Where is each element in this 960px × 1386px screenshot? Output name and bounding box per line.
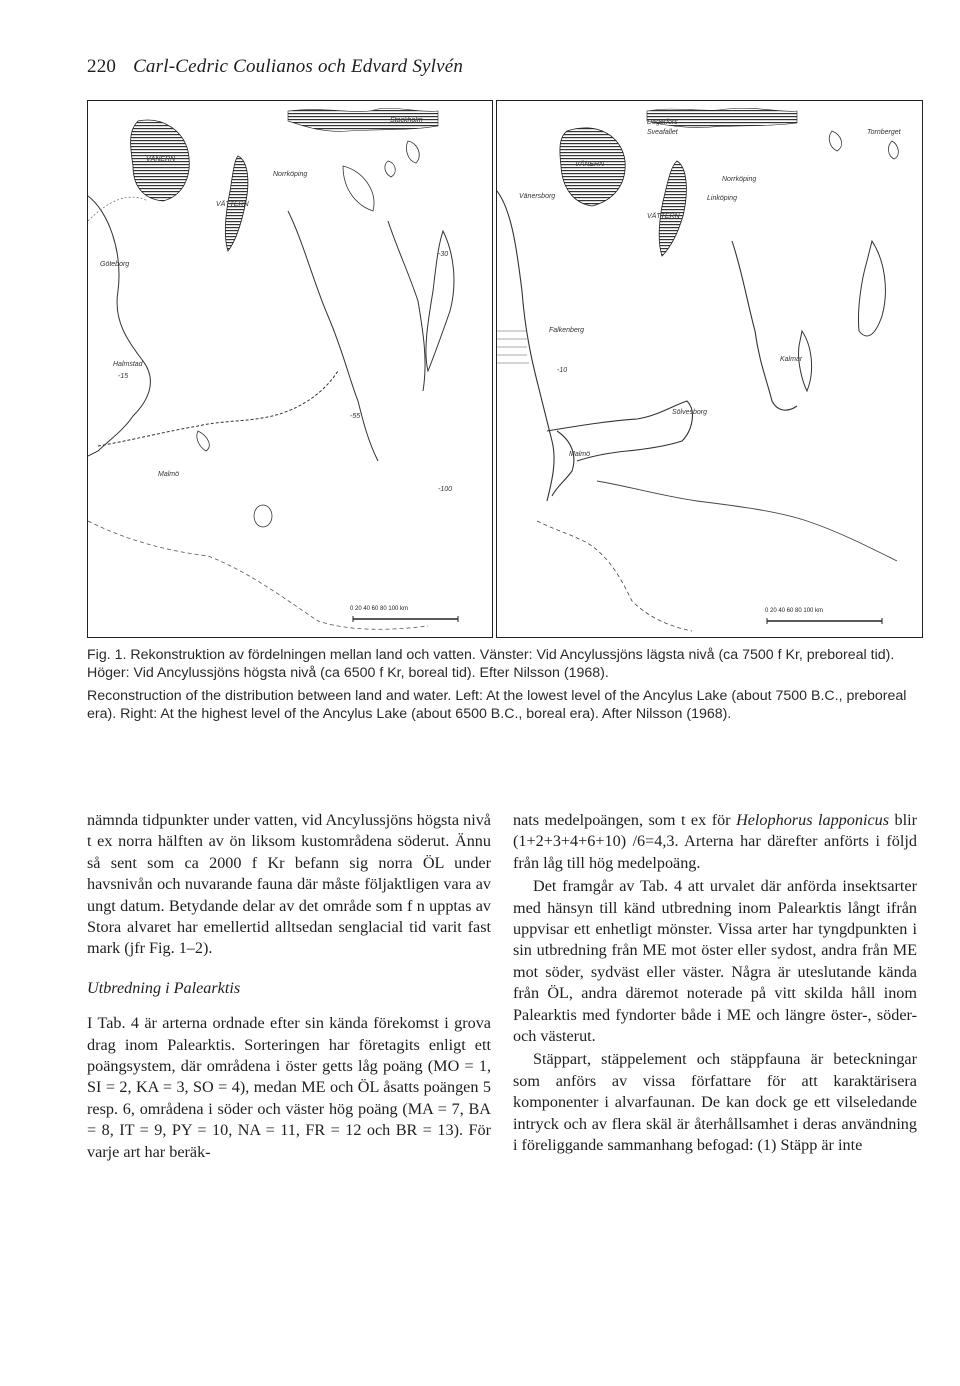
map-label-malmo: Malmö [569, 451, 591, 458]
map-label-depth-100: -100 [438, 486, 453, 493]
map-label-malmo: Malmö [158, 471, 180, 478]
map-label-depth-55: -55 [350, 413, 361, 420]
body-column-right [513, 810, 917, 1157]
running-header-authors: Carl-Cedric Coulianos och Edvard Sylvén [133, 56, 464, 77]
map-label-degerfors: Degerfors [647, 119, 678, 126]
paragraph: I Tab. 4 är arterna ordnade efter sin kända förekomst i grova drag inom Palearktis. Sorteringen har företagits enligt ett poängsystem, där områdena i öster getts låg poäng (MO = 1, SI = 2, KA = 3, SO = 4), medan ME och ÖL åsatts poängen 5 resp. 6, områdena i söder och väster hög poäng (MA = 7, BA = 8, IT = 9, PY = 10, NA = 11, FR = 12 och BR = 13). För varje art har beräk- [87, 1014, 491, 1161]
figure-caption-swedish: Fig. 1. Rekonstruktion av fördelningen mellan land och vatten. Vänster: Vid Ancylussjöns lägsta nivå (ca 7500 f Kr, preboreal tid). Höger: Vid Ancylussjöns högsta nivå (ca 6500 f Kr, boreal tid). Efter Nilsson (1968). [87, 647, 895, 681]
map-label-vanern: VÄNERN [575, 161, 605, 168]
map-label-sveafallet: Sveafallet [647, 129, 678, 136]
paragraph-text: nats medelpoängen, som t ex för [513, 811, 737, 829]
map-label-solvesborg: Sölvesborg [672, 409, 708, 416]
paragraph: Stäppart, stäppelement och stäppfauna är beteckningar som anförs av vissa författare för att karaktärisera komponenter i alvarfaunan. De kan dock ge ett vilseledande intryck och av flera skäl är återhållsamhet i deras användning i föreliggande sammanhang befogad: (1) Stäpp är inte [513, 1050, 917, 1155]
map-left-lowest-level [87, 100, 493, 638]
map-label-tornberget: Tornberget [867, 129, 901, 136]
map-left-scale: 0 20 40 60 80 100 km [350, 606, 409, 612]
map-label-halmstad: Halmstad [113, 361, 143, 368]
map-label-depth-15: -15 [118, 373, 129, 380]
map-label-depth-10: -10 [557, 367, 568, 374]
map-label-norrkoping: Norrköping [273, 171, 308, 178]
map-right-highest-level [496, 100, 923, 638]
map-label-falkenberg: Falkenberg [549, 327, 585, 334]
map-label-vanersborg: Vänersborg [519, 193, 556, 200]
map-label-norrkoping: Norrköping [722, 176, 757, 183]
map-label-depth-30: -30 [438, 251, 449, 258]
map-label-linkoping: Linköping [707, 195, 737, 202]
map-label-vattern: VÄTTERN [647, 213, 680, 220]
page-number: 220 [87, 56, 117, 77]
map-label-kalmar: Kalmar [780, 356, 803, 363]
running-header [87, 56, 463, 78]
map-left-drawing [88, 101, 493, 638]
figure-caption-english: Reconstruction of the distribution between land and water. Left: At the lowest level of the Ancylus Lake (about 7500 B.C., preboreal era). Right: At the highest level of the Ancylus Lake (about 6500 B.C., boreal era). After Nilsson (1968). [87, 688, 907, 722]
map-label-vanern: VÄNERN [146, 156, 176, 163]
map-right-scale: 0 20 40 60 80 100 km [765, 608, 824, 614]
species-name: Helophorus lapponicus [736, 811, 890, 829]
map-label-stockholm: Stockholm [390, 117, 423, 124]
body-column-left [87, 810, 491, 1163]
map-label-vattern: VÄTTERN [216, 201, 249, 208]
paragraph: Det framgår av Tab. 4 att urvalet där anförda insektsarter med hänsyn till känd utbredning inom Palearktis långt ifrån uppvisar ett enhetligt mönster. Vissa arter har tyngdpunkten i sin utbredning från ME mot öster eller sydost, andra från ME mot söder, sydväst eller väster. Några är uteslutande kända från ÖL, andra däremot noterade på vitt skilda håll inom Palearktis med fyndorter både i ME och längre öster-, söder-och västerut. [513, 877, 917, 1046]
paragraph-text: blir (1+2+3+4+6+10) /6=4,3. Arterna har därefter anförts i följd från låg till hög medelpoäng. [513, 811, 917, 872]
paragraph [513, 810, 917, 874]
map-label-goteborg: Göteborg [100, 261, 130, 268]
paragraph: nämnda tidpunkter under vatten, vid Ancylussjöns högsta nivå t ex norra hälften av ön liksom kustområdena söderut. Ännu så sent som ca 2000 f Kr befann sig norra ÖL under havsnivån och nuvarande fauna där måste följaktligen vara av ungt datum. Betydande delar av det område som f n upptas av Stora alvaret har emellertid alltsedan senglacial tid varit fast mark (jfr Fig. 1–2). [87, 811, 491, 958]
section-subheading: Utbredning i Palearktis [87, 978, 241, 997]
